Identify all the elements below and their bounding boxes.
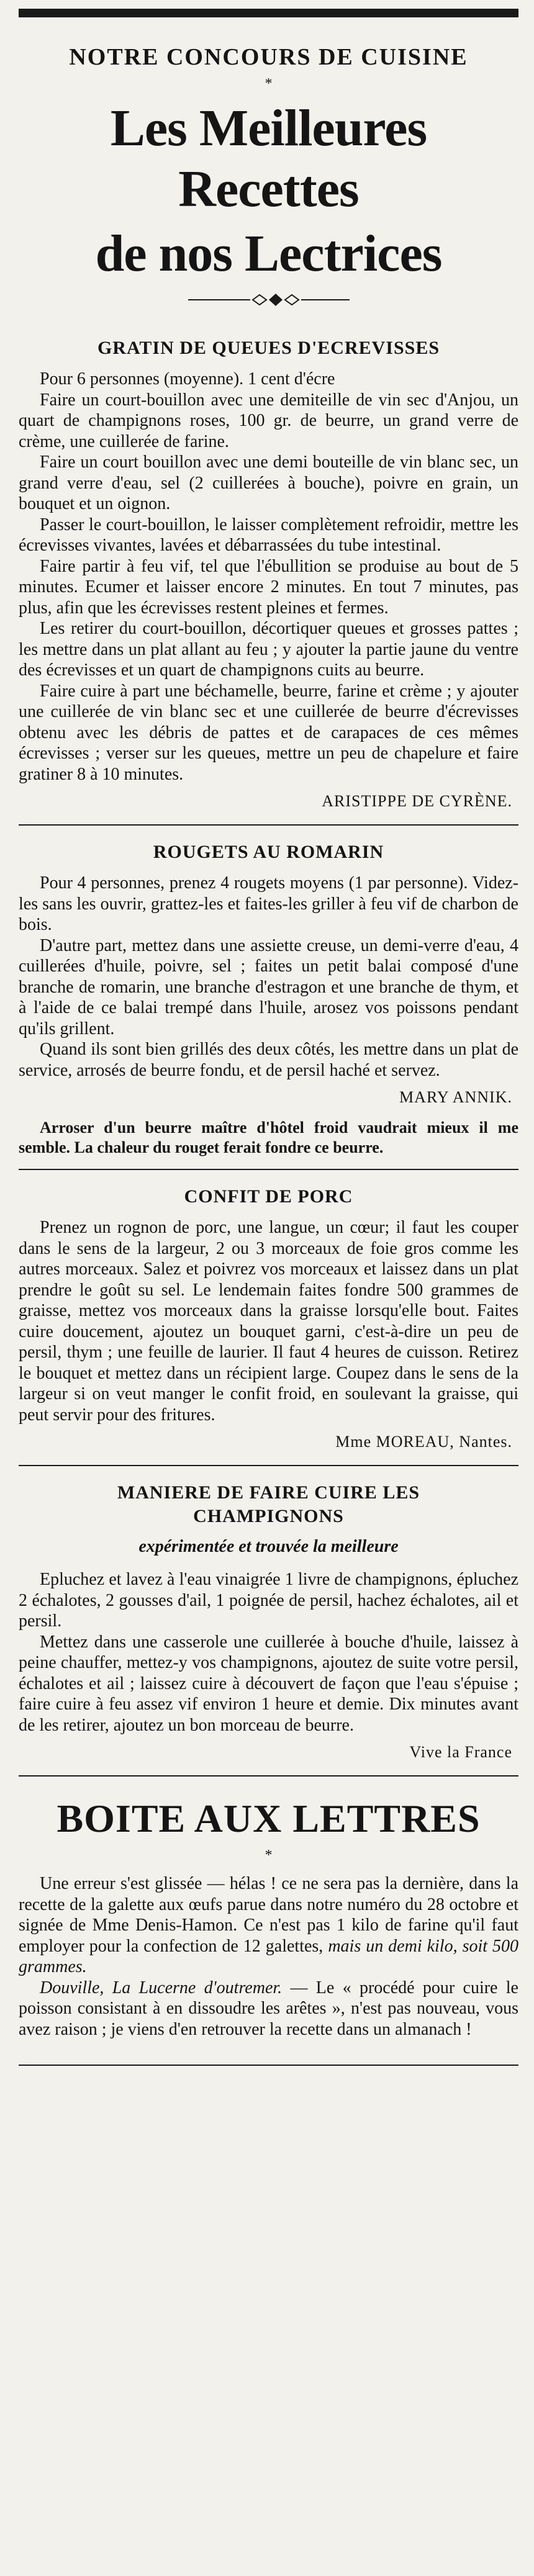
star-separator: * (265, 76, 273, 92)
recipe-title-rougets: ROUGETS AU ROMARIN (153, 842, 384, 862)
recipe-paragraph: Quand ils sont bien grillés des deux côtés, les mettre dans un plat de service, arrosés de beurre fondu, et de persil haché et servez. (19, 1040, 518, 1080)
recipe-paragraph: Pour 4 personnes, prenez 4 rougets moyens (1 par personne). Videz-les sans les ouvrir, grattez-les et faites-les griller à feu vif de charbon de bois. (19, 873, 518, 934)
recipe-paragraph: D'autre part, mettez dans une assiette creuse, un demi-verre d'eau, 4 cuillerées d'huile, poivre, sel ; faites un petit balai composé d'une branche de romarin, une branche d'estragon et une branche de thym, et à l'aide de ce balai trempé dans l'huile, arosez vos poissons pendant qu'ils grillent. (19, 935, 518, 1038)
recipe-body-rougets (19, 873, 518, 1081)
bottom-rule (19, 2065, 518, 2066)
mailbox-recipient: Douville, La Lucerne d'outremer. (40, 1978, 283, 1997)
mailbox-text: Une erreur s'est glissée — hélas ! ce ne sera pas la dernière, dans la recette de la galette aux œufs parue dans notre numéro du 28 octobre et signée de Mme Denis-Hamon. Ce n'est pas 1 kilo de farine qu'il faut employer pour la confection de 12 galettes, (19, 1874, 518, 1956)
section-divider (19, 824, 518, 826)
mailbox-paragraph (19, 1978, 518, 2040)
recipe-signature: MARY ANNIK. (399, 1088, 512, 1106)
mailbox-headline: BOITE AUX LETTRES (57, 1796, 481, 1840)
recipe-paragraph: Prenez un rognon de porc, une langue, un cœur; il faut les couper dans le sens de la largeur, 2 ou 3 morceaux de foie gros comme les autres morceaux. Salez et poivrez vos morceaux et laissez dans un plat prendre le goût su sel. Le lendemain faites fondre 500 grammes de graisse, mettez vos morceaux dans la graisse lorsqu'elle bout. Faites cuire doucement, ajoutez un bouquet garni, c'est-à-dire un peu de persil, thym ; une feuille de laurier. Il faut 4 heures de cuisson. Retirez le bouquet et mettez dans un récipient large. Coupez dans le sens de la largeur si on veut manger le confit froid, en soulevant la graisse, qui peut servir pour des fritures. (19, 1218, 518, 1425)
recipe-signature: Vive la France (409, 1743, 512, 1761)
mailbox-correction: mais un demi kilo, soit 500 grammes. (19, 1936, 519, 1976)
page-headline-line1: Les Meilleures Recettes (110, 99, 427, 218)
mailbox-body (19, 1873, 518, 2040)
recipe-paragraph: Mettez dans une casserole une cuillerée à bouche d'huile, laissez à peine chauffer, mettez-y vos champignons, ajoutez de suite votre persil, échalotes et ail ; laissez cuire à découvert de façon que l'eau s'épuise ; faire cuire à feu assez vif environ 1 heure et demie. Dix minutes avant de les retirer, ajoutez un bon morceau de beurre. (19, 1632, 518, 1735)
recipe-subtitle: expérimentée et trouvée la meilleure (138, 1537, 399, 1556)
recipe-paragraph: Faire un court-bouillon avec une demiteille de vin sec d'Anjou, un quart de champignons roses, 100 gr. de beurre, un grand verre de crème, une cuillerée de farine. (19, 390, 518, 451)
mailbox-paragraph (19, 1873, 518, 1978)
recipe-title-champignons-line1: MANIERE DE FAIRE CUIRE LES (117, 1482, 420, 1503)
section-divider (19, 1465, 518, 1466)
recipe-paragraph: Epluchez et lavez à l'eau vinaigrée 1 livre de champignons, épluchez 2 échalotes, 2 gousses d'ail, 1 poignée de persil, hachez échalotes, ail et persil. (19, 1570, 518, 1631)
newspaper-column (19, 0, 518, 2066)
recipe-paragraph: Faire un court bouillon avec une demi bouteille de vin blanc sec, un grand verre d'eau, sel (2 cuillerées à bouche), poivre en grain, un bouquet et un oignon. (19, 453, 518, 513)
recipe-signature: ARISTIPPE DE CYRÈNE. (322, 792, 512, 810)
ornament-divider (19, 290, 518, 315)
section-kicker: NOTRE CONCOURS DE CUISINE (69, 44, 468, 70)
top-thick-rule (19, 9, 518, 17)
recipe-paragraph: Faire partir à feu vif, tel que l'ébullition se produise au bout de 5 minutes. Ecumer et laisser encore 2 minutes. En tout 7 minutes, pas plus, afin que les écrevisses restent pleines et fermes. (19, 556, 518, 618)
recipe-body-champignons (19, 1569, 518, 1736)
recipe-body-gratin (19, 369, 518, 785)
section-divider (19, 1169, 518, 1170)
ornament-icon (188, 290, 350, 309)
recipe-title-confit: CONFIT DE PORC (184, 1186, 353, 1207)
star-separator: * (265, 1847, 273, 1863)
recipe-title-gratin: GRATIN DE QUEUES D'ECREVISSES (97, 338, 440, 358)
recipe-body-confit (19, 1217, 518, 1425)
recipe-paragraph: Passer le court-bouillon, le laisser complètement refroidir, mettre les écrevisses vivantes, lavées et débarrassées du tube intestinal. (19, 515, 518, 555)
recipe-paragraph: Faire cuire à part une béchamelle, beurre, farine et crème ; y ajouter une cuillerée de vin blanc sec et une cuillerée de beurre d'écrevisses obtenu avec les débris de pattes et de carapaces de ces mêmes écrevisses ; verser sur les queues, mettre un peu de chapelure et faire gratiner 8 à 10 minutes. (19, 681, 518, 784)
editor-note: Arroser d'un beurre maître d'hôtel froid vaudrait mieux il me semble. La chaleur du rouget ferait fondre ce beurre. (19, 1119, 518, 1156)
recipe-paragraph: Pour 6 personnes (moyenne). 1 cent d'écre (40, 369, 335, 389)
mailbox-text: — Le « procédé pour cuire le poisson consistant à en dissoudre les arêtes », n'est pas nouveau, vous avez raison ; je viens d'en retrouver la recette dans un almanach ! (19, 1978, 518, 2039)
recipe-paragraph: Les retirer du court-bouillon, décortiquer queues et grosses pattes ; les mettre dans un plat allant au feu ; y ajouter la partie jaune du ventre des écrevisses et un quart de champignons cuits au beurre. (19, 619, 518, 680)
section-divider (19, 1775, 518, 1777)
page-headline-line2: de nos Lectrices (95, 225, 442, 282)
recipe-title-champignons-line2: CHAMPIGNONS (193, 1506, 344, 1526)
recipe-signature: Mme MOREAU, Nantes. (335, 1433, 512, 1451)
